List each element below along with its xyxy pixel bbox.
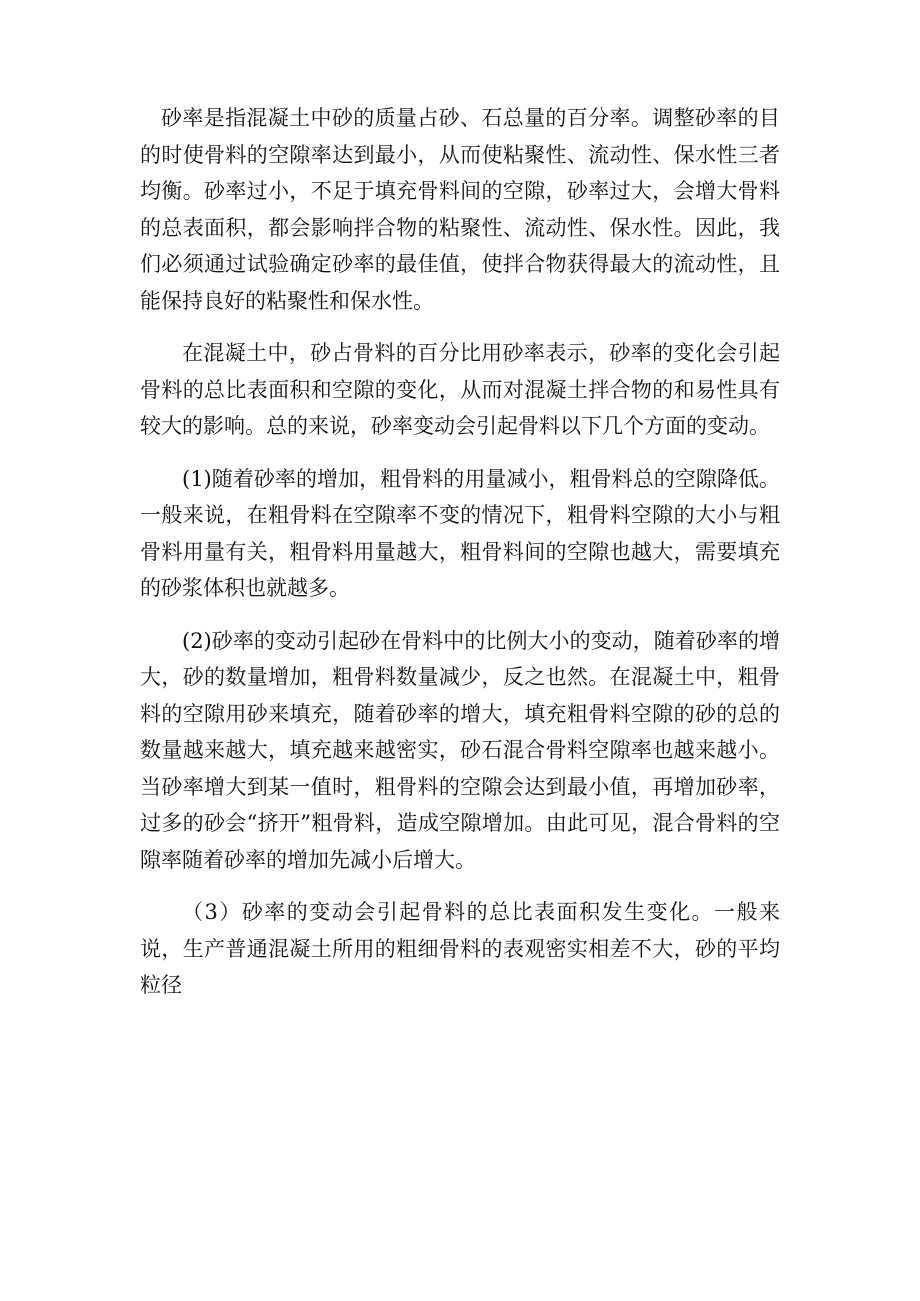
paragraph-sand-ratio-definition: 砂率是指混凝土中砂的质量占砂、石总量的百分率。调整砂率的目的时使骨料的空隙率达到最小，从而使粘聚性、流动性、保水性三者均衡。砂率过小，不足于填充骨料间的空隙，砂率过大，会增大骨料的总表面积，都会影响拌合物的粘聚性、流动性、保水性。因此，我们必须通过试验确定砂率的最佳值，使拌合物获得最大的流动性，且能保持良好的粘聚性和保水性。 — [140, 106, 780, 313]
paragraph-point-2: (2)砂率的变动引起砂在骨料中的比例大小的变动，随着砂率的增大，砂的数量增加，粗骨料数量减少，反之也然。在混凝土中，粗骨料的空隙用砂来填充，随着砂率的增大，填充粗骨料空隙的砂的总的数量越来越大，填充越来越密实，砂石混合骨料空隙率也越来越小。当砂率增大到某一值时，粗骨料的空隙会达到最小值，再增加砂率，过多的砂会“挤开”粗骨料，造成空隙增加。由此可见，混合骨料的空隙率随着砂率的增加先减小后增大。 — [140, 628, 780, 872]
paragraph-point-3: （3）砂率的变动会引起骨料的总比表面积发生变化。一般来说，生产普通混凝土所用的粗细骨料的表观密实相差不大，砂的平均粒径 — [140, 900, 780, 997]
paragraph-point-1: (1)随着砂率的增加，粗骨料的用量减小，粗骨料总的空隙降低。一般来说，在粗骨料在空隙率不变的情况下，粗骨料空隙的大小与粗骨料用量有关，粗骨料用量越大，粗骨料间的空隙也越大，需要填充的砂浆体积也就越多。 — [140, 466, 780, 600]
document-page — [140, 100, 780, 1020]
paragraph-sand-ratio-effect: 在混凝土中，砂占骨料的百分比用砂率表示，砂率的变化会引起骨料的总比表面积和空隙的变化，从而对混凝土拌合物的和易性具有较大的影响。总的来说，砂率变动会引起骨料以下几个方面的变动。 — [140, 341, 780, 438]
